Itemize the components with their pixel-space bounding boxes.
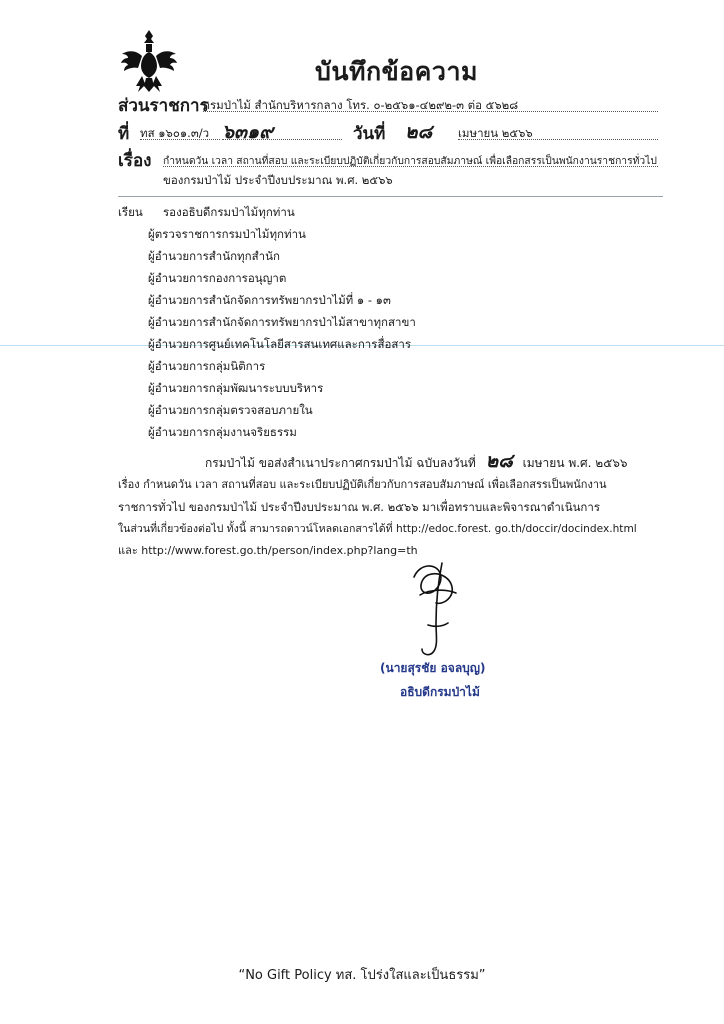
recipient-item: ผู้อำนวยการศูนย์เทคโนโลยีสารสนเทศและการสื่อสาร [148, 337, 412, 351]
agency-value: กรมป่าไม้ สำนักบริหารกลาง โทร. ๐-๒๕๖๑-๔๒๙๒-๓ ต่อ ๕๖๒๘ [203, 97, 658, 112]
date-day: ๒๘ [405, 121, 433, 143]
body-p1-start: กรมป่าไม้ ขอส่งสำเนาประกาศกรมป่าไม้ ฉบับลงวันที่ [205, 456, 476, 470]
handwritten-signature [400, 555, 480, 660]
subject-label: เรื่อง [118, 151, 152, 171]
recipient-item: ผู้อำนวยการกลุ่มพัฒนาระบบบริหาร [148, 381, 324, 395]
subject-line1: กำหนดวัน เวลา สถานที่สอบ และระเบียบปฏิบัติเกี่ยวกับการสอบสัมภาษณ์ เพื่อเลือกสรรเป็นพนักงานราชการทั่วไป [163, 152, 658, 167]
signatory-name: (นายสุรชัย อจลบุญ) [380, 661, 486, 675]
body-line1 [205, 450, 628, 474]
recipient-item: ผู้อำนวยการสำนักทุกสำนัก [148, 249, 280, 263]
body-line2: เรื่อง กำหนดวัน เวลา สถานที่สอบ และระเบียบปฏิบัติเกี่ยวกับการสอบสัมภาษณ์ เพื่อเลือกสรรเป็นพนักงาน [118, 478, 607, 491]
agency-label: ส่วนราชการ [118, 96, 209, 116]
signatory-position: อธิบดีกรมป่าไม้ [400, 685, 480, 699]
recipient-item: ผู้อำนวยการกลุ่มนิติการ [148, 359, 266, 373]
garuda-emblem [118, 26, 180, 96]
recipient-item: ผู้อำนวยการกลุ่มตรวจสอบภายใน [148, 403, 313, 417]
ref-label: ที่ [118, 124, 130, 144]
date-label: วันที่ [353, 124, 386, 144]
recipient-item: ผู้อำนวยการสำนักจัดการทรัพยากรป่าไม้ที่ ๑ - ๑๓ [148, 293, 391, 307]
recipient-first: รองอธิบดีกรมป่าไม้ทุกท่าน [163, 205, 295, 219]
body-line4: ในส่วนที่เกี่ยวข้องต่อไป ทั้งนี้ สามารถดาวน์โหลดเอกสารได้ที่ http://edoc.forest. go.th/doccir/docindex.html [118, 523, 637, 535]
subject-line2: ของกรมป่าไม้ ประจำปีงบประมาณ พ.ศ. ๒๕๖๖ [163, 173, 393, 187]
recipient-item: ผู้ตรวจราชการกรมป่าไม้ทุกท่าน [148, 227, 306, 241]
body-line3: ราชการทั่วไป ของกรมป่าไม้ ประจำปีงบประมาณ พ.ศ. ๒๕๖๖ มาเพื่อทราบและพิจารณาดำเนินการ [118, 500, 601, 514]
recipient-item: ผู้อำนวยการกองการอนุญาต [148, 271, 287, 285]
body-line5: และ http://www.forest.go.th/person/index.php?lang=th [118, 544, 418, 557]
ref-value: ทส ๑๖๐๑.๓/ว [140, 125, 220, 140]
body-p1-end: เมษายน พ.ศ. ๒๕๖๖ [522, 456, 628, 470]
recipient-item: ผู้อำนวยการสำนักจัดการทรัพยากรป่าไม้สาขาทุกสาขา [148, 315, 416, 329]
ref-number: ๖๓๑๙ [222, 117, 342, 140]
date-month-year: เมษายน ๒๕๖๖ [458, 125, 658, 140]
salutation: เรียน [118, 205, 143, 219]
header-divider [118, 196, 663, 197]
body-p1-day: ๒๘ [485, 450, 513, 472]
memo-title: บันทึกข้อความ [315, 57, 478, 86]
recipient-item: ผู้อำนวยการกลุ่มงานจริยธรรม [148, 425, 297, 439]
footer-slogan: “No Gift Policy ทส. โปร่งใสและเป็นธรรม” [238, 968, 486, 983]
